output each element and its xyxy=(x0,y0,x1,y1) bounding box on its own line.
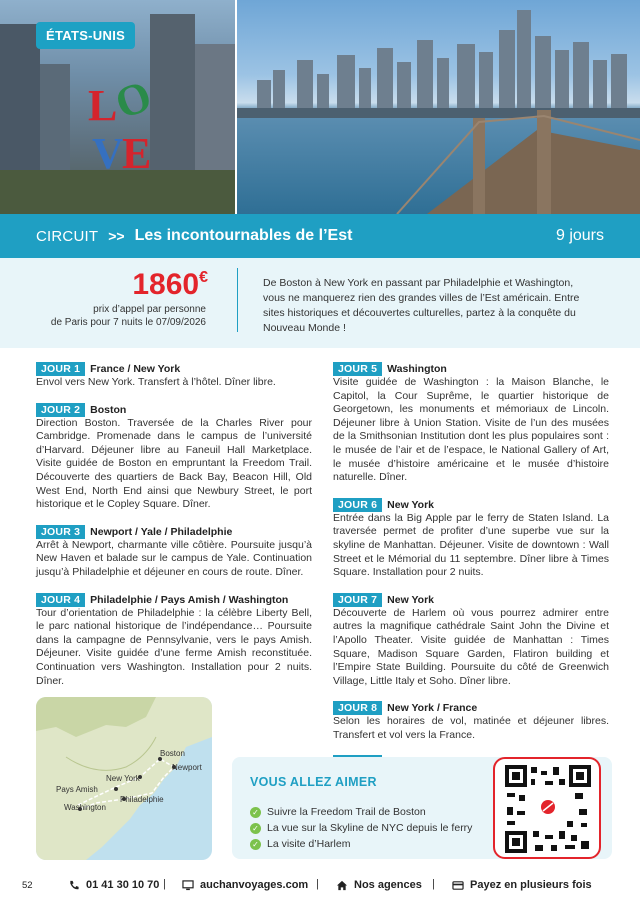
day-title: Boston xyxy=(90,403,127,416)
circuit-label: CIRCUIT xyxy=(36,227,99,245)
country-tag: ÉTATS-UNIS xyxy=(36,22,135,49)
intro-text: De Boston à New York en passant par Philadelphie et Washington, vous ne manquerez rien des grandes villes de l’Est américain. Entre sites historiques et découvertes culturelles, partez à la conquête du Nouveau Monde ! xyxy=(263,277,580,334)
circuit-banner xyxy=(0,214,640,258)
map-label-new-york: New York xyxy=(106,774,140,783)
day-text: Selon les horaires de vol, matinée et déjeuner libres. Transfert et vol vers la France. xyxy=(333,715,609,741)
day-title: New York xyxy=(387,593,435,606)
check-icon: ✓ xyxy=(250,823,261,834)
check-icon: ✓ xyxy=(250,839,261,850)
qr-code[interactable] xyxy=(493,757,601,859)
itinerary-column-right xyxy=(333,362,609,782)
day-tag: JOUR 5 xyxy=(333,362,382,376)
day-tag: JOUR 7 xyxy=(333,593,382,607)
day-item xyxy=(36,525,312,580)
day-item xyxy=(36,593,312,689)
day-title: New York xyxy=(387,498,435,511)
map-label-washington: Washington xyxy=(64,803,106,812)
map-label-boston: Boston xyxy=(160,749,185,758)
price-note xyxy=(51,303,206,329)
circuit-duration: 9 jours xyxy=(555,227,604,244)
arrows-separator: >> xyxy=(108,228,125,244)
day-tag: JOUR 2 xyxy=(36,403,85,417)
footer-website[interactable]: auchanvoyages.com xyxy=(182,879,308,891)
highlight-item: ✓ Suivre la Freedom Trail de Boston xyxy=(250,804,472,820)
day-item xyxy=(36,403,312,512)
day-text: Direction Boston. Traversée de la Charles River pour Cambridge. Promenade dans le campus de l’université d’Harvard. Déjeuner libre au Faneuil Hall Marketplace. Visite guidée de Boston en empruntant la Freedom Trail. Découverte des quartiers de Back Bay, Beacon Hill, Old West End, North End ainsi que Newbury Street, le port historique et le Copley Square. Dîner. xyxy=(36,416,312,511)
day-title: New York / France xyxy=(387,702,478,715)
footer-phone[interactable]: 01 41 30 10 70 xyxy=(68,879,159,891)
day-tag: JOUR 1 xyxy=(36,362,85,376)
highlights-title: VOUS ALLEZ AIMER xyxy=(250,775,377,789)
page-number: 52 xyxy=(22,880,33,891)
day-title: Washington xyxy=(387,363,447,375)
vertical-divider xyxy=(237,268,238,332)
footer xyxy=(0,876,640,896)
footer-agencies[interactable]: Nos agences xyxy=(336,879,422,891)
new-york-skyline-photo xyxy=(237,0,640,214)
day-item xyxy=(333,362,609,485)
qr-code-icon xyxy=(505,765,591,853)
hero-images xyxy=(0,0,640,214)
svg-text:V: V xyxy=(92,129,124,178)
itinerary-map xyxy=(36,697,212,860)
phone-icon xyxy=(68,880,80,891)
day-item xyxy=(36,362,312,390)
map-label-newport: Newport xyxy=(172,763,202,772)
credit-card-icon xyxy=(452,880,464,891)
price-currency: € xyxy=(199,269,208,286)
svg-text:E: E xyxy=(122,129,152,178)
svg-text:O: O xyxy=(108,70,158,129)
price-section xyxy=(0,258,640,348)
day-item xyxy=(333,701,609,742)
day-text: Découverte de Harlem où vous pourrez admirer entre autres la magnifique cathédrale Saint John the Divine et l’Apollo Theater. Visite guidée de Manhattan : Times Square, Madison Square Garden, Flatiron building et l’Empire State Building. Poursuite du côté de Greenwich Village, Little Italy et Soho. Dîner libre. xyxy=(333,606,609,687)
day-tag: JOUR 3 xyxy=(36,525,85,539)
map-label-pays-amish: Pays Amish xyxy=(56,785,98,794)
day-text: Arrêt à Newport, charmante ville côtière. Poursuite jusqu’à New Haven et balade sur le campus de Yale. Continuation jusqu’à Philadelphie et déjeuner en cours de route. Dîner. xyxy=(36,538,312,578)
day-item xyxy=(333,593,609,689)
day-text: Envol vers New York. Transfert à l’hôtel. Dîner libre. xyxy=(36,376,276,388)
home-icon xyxy=(336,880,348,891)
highlight-item: ✓ La vue sur la Skyline de NYC depuis le ferry xyxy=(250,820,472,836)
day-text: Visite guidée de Washington : la Maison Blanche, le Capitol, la Cour Suprême, le quartier historique de Georgetown, les monuments et mémoriaux de Lincoln. Déjeuner libre à Union Station. Visite de l’un des musées de la Smithsonian Institution dont les plus populaires sont : le musée de l’air et de l’espace, le National Gallery of Art, le musée d’histoire américaine et le musée d’histoire naturelle. Dîner. xyxy=(333,376,609,484)
price-note-line1: prix d’appel par personne xyxy=(93,304,206,315)
day-tag: JOUR 6 xyxy=(333,498,382,512)
circuit-name: Les incontournables de l’Est xyxy=(134,227,353,244)
footer-payment[interactable]: Payez en plusieurs fois xyxy=(452,879,592,891)
highlight-item: ✓ La visite d’Harlem xyxy=(250,836,472,852)
day-tag: JOUR 8 xyxy=(333,701,382,715)
monitor-icon xyxy=(182,880,194,891)
price-note-line2: de Paris pour 7 nuits le 07/09/2026 xyxy=(50,317,206,328)
footer-separator: | xyxy=(432,878,435,890)
itinerary-column-left xyxy=(36,362,312,701)
day-text: Entrée dans la Big Apple par le ferry de Staten Island. La traversée permet de profiter d’une superbe vue sur la skyline de Manhattan. Déjeuner. Visite de downtown : Wall Street et le Mémorial du 11 septembre. Dîner libre à Times Square. Installation pour 2 nuits. xyxy=(333,511,609,579)
day-title: Newport / Yale / Philadelphie xyxy=(90,525,233,538)
footer-separator: | xyxy=(316,878,319,890)
day-tag: JOUR 4 xyxy=(36,593,85,607)
day-text: Tour d’orientation de Philadelphie : la célèbre Liberty Bell, le parc national historique de l’indépendance… Poursuite dans la campagne de Pennsylvanie, vers le pays Amish. Déjeuner. Visite guidée d’une ferme Amish reconstituée. Continuation vers Washington. Installation pour 2 nuits. Dîner. xyxy=(36,606,312,687)
day-title: France / New York xyxy=(90,363,181,375)
price-amount: 1860€ xyxy=(132,268,208,301)
svg-text:L: L xyxy=(88,81,118,130)
highlights-list xyxy=(250,804,472,852)
day-item xyxy=(333,498,609,580)
day-title: Philadelphie / Pays Amish / Washington xyxy=(90,593,289,606)
footer-separator: | xyxy=(163,878,166,890)
map-label-philadelphie: Philadelphie xyxy=(120,795,164,804)
check-icon: ✓ xyxy=(250,807,261,818)
